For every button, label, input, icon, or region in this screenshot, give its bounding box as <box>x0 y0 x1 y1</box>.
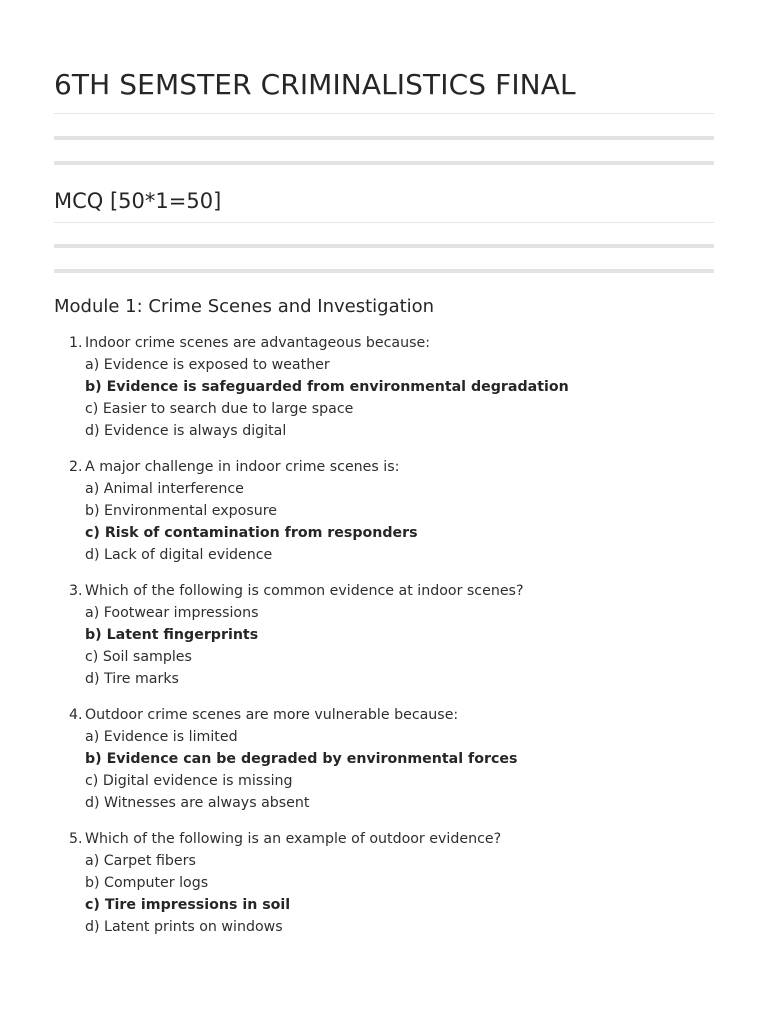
correct-answer-option: c) Tire impressions in soil <box>85 896 291 913</box>
question-text: A major challenge in indoor crime scenes is: <box>85 459 400 476</box>
answer-option: a) Carpet fibers <box>85 853 196 870</box>
question-item <box>54 705 714 815</box>
question-number: 2. <box>69 459 83 476</box>
section-underline <box>54 222 714 223</box>
answer-option: a) Evidence is exposed to weather <box>85 356 330 373</box>
question-item <box>54 457 714 567</box>
question-number: 1. <box>69 335 83 351</box>
question-text: Which of the following is common evidence at indoor scenes? <box>85 583 524 600</box>
question-list <box>54 333 714 953</box>
answer-option: d) Lack of digital evidence <box>85 546 273 563</box>
correct-answer-option: b) Latent fingerprints <box>85 626 259 643</box>
document-title: 6TH SEMSTER CRIMINALISTICS FINAL <box>54 68 576 101</box>
question-number: 4. <box>69 707 83 724</box>
answer-option: c) Easier to search due to large space <box>85 400 354 417</box>
question-number: 3. <box>69 583 83 600</box>
horizontal-rule <box>54 244 714 248</box>
answer-option: d) Tire marks <box>85 670 179 687</box>
correct-answer-option: b) Evidence can be degraded by environmental forces <box>85 750 518 767</box>
answer-option: b) Computer logs <box>85 874 209 891</box>
question-item <box>54 333 714 443</box>
question-item <box>54 829 714 939</box>
answer-option: d) Witnesses are always absent <box>85 794 310 811</box>
correct-answer-option: c) Risk of contamination from responders <box>85 524 418 541</box>
answer-option: a) Footwear impressions <box>85 604 259 621</box>
correct-answer-option: b) Evidence is safeguarded from environmental degradation <box>85 378 569 395</box>
question-text: Outdoor crime scenes are more vulnerable because: <box>85 707 459 724</box>
answer-option: d) Evidence is always digital <box>85 422 287 439</box>
answer-option: a) Animal interference <box>85 480 244 497</box>
question-number: 5. <box>69 831 83 848</box>
question-item <box>54 581 714 691</box>
answer-option: c) Soil samples <box>85 648 192 665</box>
question-text: Which of the following is an example of outdoor evidence? <box>85 831 502 848</box>
horizontal-rule <box>54 136 714 140</box>
module-heading: Module 1: Crime Scenes and Investigation <box>54 296 435 317</box>
title-underline <box>54 113 714 114</box>
question-text: Indoor crime scenes are advantageous because: <box>85 335 430 351</box>
section-heading: MCQ [50*1=50] <box>54 189 222 213</box>
horizontal-rule <box>54 161 714 165</box>
answer-option: d) Latent prints on windows <box>85 918 283 935</box>
horizontal-rule <box>54 269 714 273</box>
answer-option: c) Digital evidence is missing <box>85 772 293 789</box>
answer-option: b) Environmental exposure <box>85 502 277 519</box>
answer-option: a) Evidence is limited <box>85 729 238 745</box>
